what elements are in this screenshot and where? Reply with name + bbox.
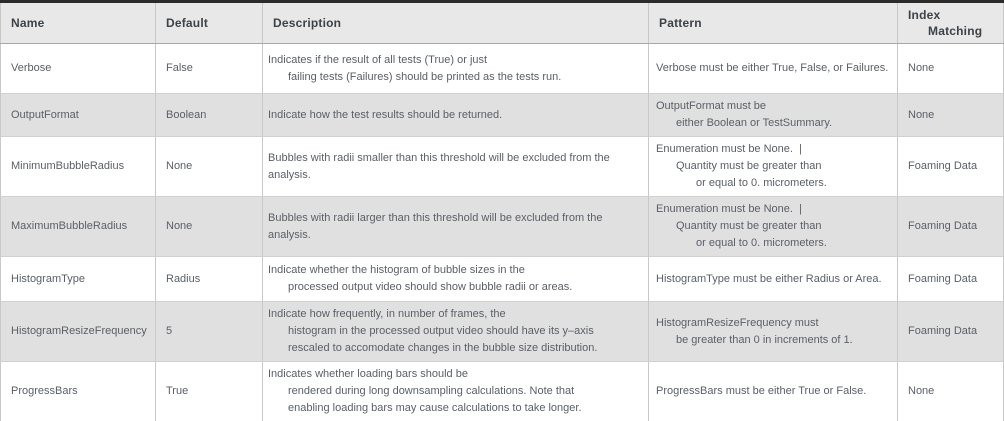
text-line: None: [166, 160, 193, 172]
default-cell: [156, 94, 263, 137]
text-line: Quantity must be greater than: [676, 220, 822, 232]
index-matching-cell: [898, 94, 1004, 137]
default-cell: [156, 44, 263, 94]
text-line: or equal to 0. micrometers.: [696, 237, 827, 249]
text-line: Index: [908, 8, 941, 22]
index-matching-cell: [898, 44, 1004, 94]
column-header-default: [156, 2, 263, 44]
name-cell: [1, 302, 156, 362]
text-line: Matching: [928, 24, 983, 38]
text-line: Foaming Data: [908, 272, 978, 285]
text-line: rescaled to accomodate changes in the bubble size distribution.: [288, 342, 598, 354]
text-line: MaximumBubbleRadius: [11, 220, 128, 232]
text-line: HistogramResizeFrequency: [11, 325, 147, 337]
column-header-description: [263, 2, 649, 44]
text-line: Indicates whether loading bars should be: [268, 368, 468, 381]
column-header-index_matching: [898, 2, 1004, 44]
text-line: Indicate how the test results should be returned.: [268, 108, 503, 121]
text-line: Bubbles with radii larger than this threshold will be excluded from the analysis.: [268, 211, 606, 241]
column-header-name: [1, 2, 156, 44]
header-row: [1, 2, 1004, 44]
text-line: enabling loading bars may cause calculations to take longer.: [288, 402, 582, 415]
description-cell: [263, 257, 649, 302]
text-line: Enumeration must be None. |: [656, 143, 802, 155]
description-cell: [263, 44, 649, 94]
description-cell: [263, 94, 649, 137]
text-line: None: [166, 220, 193, 232]
description-cell: [263, 137, 649, 197]
index-matching-cell: [898, 197, 1004, 257]
text-line: be greater than 0 in increments of 1.: [676, 333, 853, 346]
text-line: Boolean: [166, 108, 207, 121]
index-matching-cell: [898, 362, 1004, 421]
table-row: [1, 44, 1004, 94]
text-line: Foaming Data: [908, 160, 978, 172]
text-line: processed output video should show bubble radii or areas.: [288, 281, 573, 293]
name-cell: [1, 44, 156, 94]
text-line: Radius: [166, 272, 201, 285]
text-line: Indicates if the result of all tests (True) or just: [268, 53, 488, 66]
description-cell: [263, 302, 649, 362]
text-line: Description: [273, 16, 342, 30]
text-line: OutputFormat must be: [656, 100, 767, 112]
pattern-cell: [649, 137, 898, 197]
name-cell: [1, 137, 156, 197]
text-line: Verbose must be either True, False, or Failures.: [656, 62, 889, 74]
text-line: Foaming Data: [908, 325, 978, 337]
column-header-pattern: [649, 2, 898, 44]
text-line: Foaming Data: [908, 220, 978, 232]
text-line: failing tests (Failures) should be printed as the tests run.: [288, 70, 562, 83]
pattern-cell: [649, 302, 898, 362]
pattern-cell: [649, 197, 898, 257]
description-cell: [263, 197, 649, 257]
text-line: HistogramType must be either Radius or Area.: [656, 272, 882, 285]
text-line: False: [166, 62, 193, 74]
pattern-cell: [649, 44, 898, 94]
text-line: None: [908, 385, 935, 398]
text-line: HistogramResizeFrequency must: [656, 316, 819, 329]
name-cell: [1, 257, 156, 302]
text-line: MinimumBubbleRadius: [11, 160, 125, 172]
text-line: Verbose: [11, 62, 52, 74]
text-line: Indicate whether the histogram of bubble sizes in the: [268, 264, 525, 276]
text-line: None: [908, 108, 935, 121]
text-line: Default: [166, 16, 209, 30]
default-cell: [156, 257, 263, 302]
index-matching-cell: [898, 137, 1004, 197]
table-row: [1, 257, 1004, 302]
default-cell: [156, 197, 263, 257]
index-matching-cell: [898, 302, 1004, 362]
text-line: Name: [11, 16, 45, 30]
text-line: OutputFormat: [11, 108, 79, 121]
pattern-cell: [649, 362, 898, 421]
default-cell: [156, 302, 263, 362]
pattern-cell: [649, 94, 898, 137]
table-row: [1, 94, 1004, 137]
text-line: True: [166, 385, 189, 398]
name-cell: [1, 94, 156, 137]
text-line: rendered during long downsampling calculations. Note that: [288, 385, 575, 398]
text-line: histogram in the processed output video should have its y–axis: [288, 325, 594, 337]
text-line: None: [908, 62, 935, 74]
default-cell: [156, 137, 263, 197]
text-line: Bubbles with radii smaller than this threshold will be excluded from the analysis.: [268, 151, 613, 181]
name-cell: [1, 362, 156, 421]
index-matching-cell: [898, 257, 1004, 302]
text-line: 5: [166, 325, 173, 337]
description-cell: [263, 362, 649, 421]
table-row: [1, 362, 1004, 421]
text-line: Indicate how frequently, in number of frames, the: [268, 308, 506, 320]
table-body: [1, 44, 1004, 421]
text-line: ProgressBars: [11, 385, 78, 398]
text-line: HistogramType: [11, 272, 85, 285]
table-row: [1, 302, 1004, 362]
default-cell: [156, 362, 263, 421]
text-line: Pattern: [659, 16, 702, 30]
name-cell: [1, 197, 156, 257]
text-line: Enumeration must be None. |: [656, 203, 802, 215]
pattern-cell: [649, 257, 898, 302]
text-line: ProgressBars must be either True or False.: [656, 385, 867, 398]
text-line: either Boolean or TestSummary.: [676, 117, 833, 129]
table-row: [1, 197, 1004, 257]
text-line: or equal to 0. micrometers.: [696, 177, 827, 189]
table-row: [1, 137, 1004, 197]
text-line: Quantity must be greater than: [676, 160, 822, 172]
